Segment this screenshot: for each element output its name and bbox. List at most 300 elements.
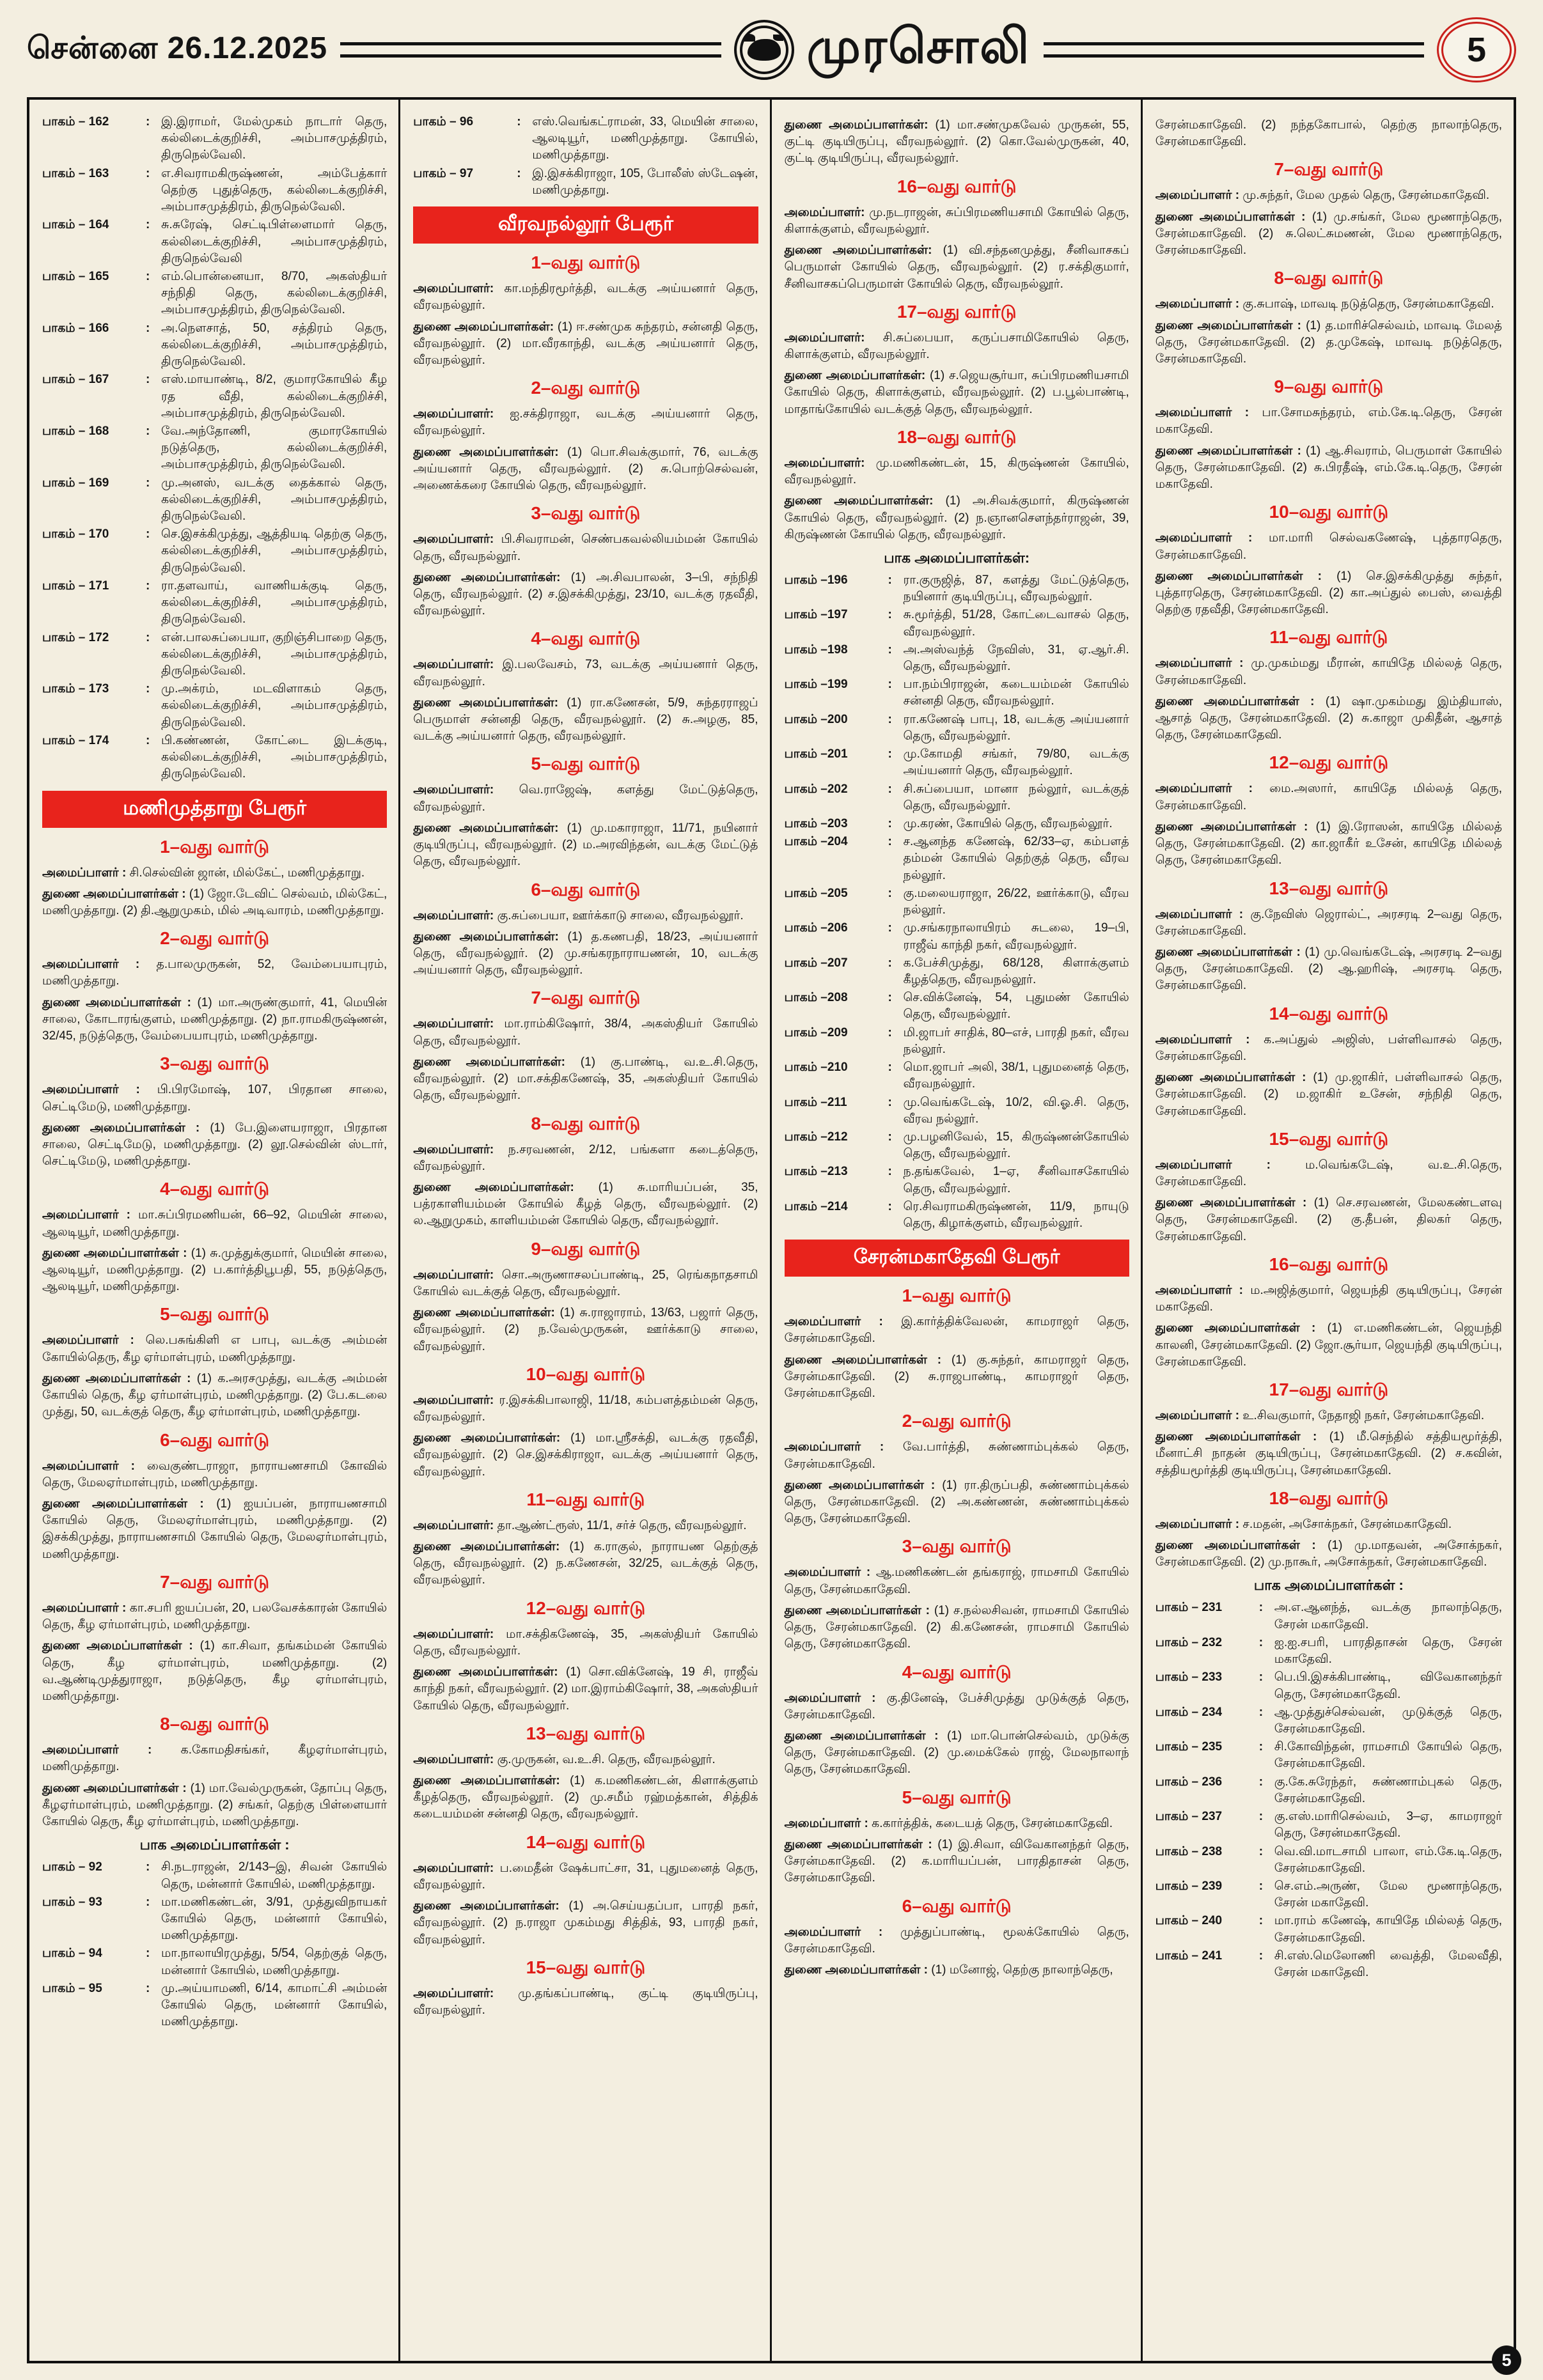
sub-organizers-label: துணை அமைப்பாளர்கள் : <box>42 1371 191 1385</box>
part-colon: : <box>146 527 150 541</box>
organizer-line <box>413 1860 758 1894</box>
part-address: அ.அஸ்வந்த் நேவிஸ், 31, ஏ.ஆர்.சி. தெரு, வீரவநல்லூர். <box>903 642 1129 674</box>
sub-organizers-label: துணை அமைப்பாளர்கள் : <box>784 1729 939 1743</box>
organizer-text: வைகுண்டராஜா, நாராயணசாமி கோவில் தெரு, மேலஏர்மாள்புரம், மணிமுத்தாறு. <box>42 1459 388 1489</box>
part-number-label: பாகம் – 93 <box>42 1895 102 1909</box>
organizer-label: அமைப்பாளர்: <box>413 1142 494 1156</box>
organizer-text: இ.கார்த்திக்வேலன், காமராஜர் தெரு, சேரன்மகாதேவி. <box>784 1315 1129 1346</box>
part-address: மா.நாலாயிரமுத்து, 5/54, தெற்குத் தெரு, மன்னார் கோயில், மணிமுத்தாறு. <box>161 1947 388 1977</box>
sub-organizers-line <box>785 1837 1129 1887</box>
part-number-label: பாகம் – 97 <box>413 166 474 180</box>
place-date: சென்னை 26.12.2025 <box>27 31 328 65</box>
organizer-label: அமைப்பாளர் : <box>42 958 140 972</box>
sub-organizers-line <box>42 1638 387 1705</box>
part-number-label: பாகம் – 92 <box>42 1860 102 1874</box>
part-row <box>1155 1808 1502 1842</box>
organizer-label: அமைப்பாளர் : <box>784 1566 871 1580</box>
part-number-label: பாகம் – 169 <box>42 476 109 490</box>
organizer-label: அமைப்பாளர் : <box>1155 1283 1243 1297</box>
part-address: பா.நம்பிராஜன், கடையம்மன் கோயில் சன்னதி தெரு, வீரவநல்லூர். <box>903 678 1129 708</box>
sub-organizers-label: துணை அமைப்பாளர்கள்: <box>784 118 928 132</box>
organizer-text: ர.இசக்கிபாலாஜி, 11/18, கம்பளத்தம்மன் தெரு, வீரவநல்லூர். <box>413 1393 758 1424</box>
organizer-text: சி.செல்வின் ஜான், மில்கேட், மணிமுத்தாறு. <box>129 866 365 880</box>
part-row <box>785 1025 1129 1058</box>
organizer-text: பி.பிரமோஷ், 107, பிரதான சாலை, செட்டிமேடு, மணிமுத்தாறு. <box>42 1083 388 1114</box>
part-colon: : <box>1258 1844 1264 1858</box>
part-colon: : <box>146 218 150 232</box>
ward-heading: 12–வது வார்டு <box>1269 752 1389 773</box>
organizer-label: அமைப்பாளர் : <box>1155 1408 1240 1422</box>
part-colon: : <box>1258 1775 1264 1789</box>
organizer-line <box>42 956 387 990</box>
sub-organizers-line <box>413 1773 758 1823</box>
part-number-label: பாகம் –197 <box>784 608 848 622</box>
organizer-line <box>413 1986 758 2019</box>
organizer-label: அமைப்பாளர்: <box>413 658 494 672</box>
part-number-label: பாகம் – 95 <box>42 1981 102 1995</box>
organizer-line <box>785 205 1129 238</box>
organizer-label: அமைப்பாளர் : <box>1155 189 1240 203</box>
organizer-label: அமைப்பாளர் : <box>784 1440 884 1454</box>
ward-heading: 18–வது வார்டு <box>897 426 1017 447</box>
part-number-label: பாகம் –198 <box>784 642 848 657</box>
part-colon: : <box>888 1199 892 1213</box>
organizer-text: மா.ராம்கிஷோர், 38/4, அகஸ்தியர் கோயில் தெரு, வீரவநல்லூர். <box>413 1017 758 1048</box>
organizer-text: க.அப்துல் அஜிஸ், பள்ளிவாசல் தெரு, சேரன்மகாதேவி. <box>1155 1032 1503 1063</box>
part-colon: : <box>146 115 150 128</box>
organizer-line <box>1155 1157 1502 1190</box>
ward-heading: 16–வது வார்டு <box>897 176 1017 196</box>
sub-organizers-label: துணை அமைப்பாளர்கள் : <box>42 1246 187 1260</box>
part-address: மு.கோமதி சங்கர், 79/80, வடக்கு அய்யனார் தெரு, வீரவநல்லூர். <box>903 747 1129 778</box>
part-row <box>42 423 387 474</box>
part-number-label: பாகம் – 240 <box>1155 1914 1223 1928</box>
part-row <box>42 1945 387 1979</box>
part-address: வே.அந்தோணி, குமாரகோயில் நடுத்தெரு, கல்லிடைக்குறிச்சி, அம்பாசமுத்திரம், திருநெல்வேலி. <box>161 424 388 472</box>
sub-organizers-text: (1) ஈ.சண்முக சுந்தரம், சன்னதி தெரு, வீரவநல்லூர். (2) மா.வீரகாந்தி, வடக்கு அய்யனார் தெரு, வீரவநல்லூர். <box>413 320 758 367</box>
organizer-label: அமைப்பாளர் : <box>1155 907 1244 921</box>
part-row <box>1155 1704 1502 1738</box>
sub-organizers-label: துணை அமைப்பாளர்கள் : <box>42 1121 200 1135</box>
ward-heading: 1–வது வார்டு <box>902 1286 1012 1306</box>
ward-heading: 1–வது வார்டு <box>160 836 270 857</box>
sub-organizers-label: துணை அமைப்பாளர்கள்: <box>784 369 926 383</box>
part-number-label: பாகம் –209 <box>784 1025 848 1039</box>
sub-organizers-line <box>42 1245 387 1296</box>
sub-organizers-text: (1) அ.சிவபாலன், 3–பி, சந்நிதி தெரு, வீரவநல்லூர். (2) ச.இசக்கிமுத்து, 23/10, வடக்கு ரதவீதி, வீரவநல்லூர். <box>413 570 758 618</box>
organizer-line <box>42 1332 387 1365</box>
organizer-line <box>413 531 758 564</box>
sub-organizers-label: துணை அமைப்பாளர்கள்: <box>413 1306 555 1320</box>
part-colon: : <box>888 817 892 830</box>
part-number-label: பாகம் – 164 <box>42 218 109 232</box>
part-colon: : <box>888 956 892 970</box>
sub-organizers-line <box>785 242 1129 293</box>
organizer-text: சி.சுப்பையா, கருப்பசாமிகோயில் தெரு, கிளாக்குளம், வீரவநல்லூர். <box>784 331 1129 361</box>
page-number: 5 <box>1466 31 1487 69</box>
ward-heading: 7–வது வார்டு <box>160 1571 270 1592</box>
part-row <box>785 955 1129 988</box>
part-number-label: பாகம் – 167 <box>42 373 109 387</box>
part-row <box>42 733 387 783</box>
continuation-line <box>1155 117 1502 150</box>
part-number-label: பாகம் – 233 <box>1155 1670 1223 1684</box>
column-1 <box>29 100 400 2361</box>
sub-organizers-label: துணை அமைப்பாளர்கள் : <box>1155 569 1322 583</box>
organizer-text: கா.மந்திரமூர்த்தி, வடக்கு அய்யனார் தெரு, வீரவநல்லூர். <box>413 282 758 313</box>
sub-organizers-label: துணை அமைப்பாளர்கள் : <box>1155 1430 1317 1444</box>
organizer-line <box>413 281 758 314</box>
organizer-line <box>785 1816 1129 1832</box>
organizer-text: த.பாலமுருகன், 52, வேம்பையாபுரம், மணிமுத்தாறு. <box>42 958 388 988</box>
sub-organizers-text: (1) மா.ஸ்ரீசக்தி, வடக்கு ரதவீதி, வீரவநல்லூர். (2) செ.இசக்கிராஜா, வடக்கு அய்யனார் தெரு, வீரவநல்லூர். <box>413 1431 758 1479</box>
sub-organizers-text: (1) கு.பாண்டி, வ.உ.சி.தெரு, வீரவநல்லூர். (2) மா.சக்திகணேஷ், 35, அகஸ்தியர் கோயில் தெரு, வீரவநல்லூர். <box>413 1055 758 1103</box>
organizer-line <box>413 406 758 439</box>
ward-heading: 15–வது வார்டு <box>526 1957 646 1977</box>
organizer-label: அமைப்பாளர் : <box>1155 1032 1250 1046</box>
sub-organizers-text: (1) செ.சரவணன், மேலகண்டளவு தெரு, சேரன்மகாதேவி. (2) கு.தீபன், திலகர் தெரு, சேரன்மகாதேவி. <box>1155 1196 1502 1243</box>
sub-organizers-label: துணை அமைப்பாளர்கள் : <box>784 1353 942 1367</box>
sub-organizers-text: (1) பே.இளையராஜா, பிரதான சாலை, செட்டிமேடு, மணிமுத்தாறு. (2) லூ.செல்வின் ஸ்டார், செட்டிமேடு, மணிமுத்தாறு. <box>42 1121 388 1169</box>
part-address: கு.எஸ்.மாரிசெல்வம், 3–ஏ, காமராஜர் தெரு, சேரன்மகாதேவி. <box>1274 1810 1502 1840</box>
ward-heading: 2–வது வார்டு <box>160 928 270 949</box>
ward-heading: 15–வது வார்டு <box>1269 1128 1389 1149</box>
part-address: அ.நௌசாத், 50, சத்திரம் தெரு, கல்லிடைக்குறிச்சி, அம்பாசமுத்திரம், திருநெல்வேலி. <box>161 321 388 369</box>
part-number-label: பாகம் –211 <box>784 1095 847 1109</box>
ward-heading: 9–வது வார்டு <box>531 1238 641 1259</box>
part-number-label: பாகம் –202 <box>784 782 848 796</box>
part-address: இ.இசக்கிராஜா, 105, போலீஸ் ஸ்டேஷன், மணிமுத்தாறு. <box>532 166 758 197</box>
organizer-label: அமைப்பாளர் : <box>1155 406 1249 420</box>
sub-organizers-line <box>785 1603 1129 1653</box>
organizer-text: கு.தினேஷ், பேச்சிமுத்து முடுக்குத் தெரு, சேரன்மகாதேவி. <box>784 1691 1129 1722</box>
header-rule-right <box>1044 42 1424 58</box>
part-number-label: பாகம் –210 <box>784 1061 848 1075</box>
sub-organizers-text: (1) மு.வெங்கடேஷ், அரசரடி 2–வது தெரு, சேரன்மகாதேவி. (2) ஆ.ஹரிஷ், அரசரடி தெரு, சேரன்மகாதேவி. <box>1155 945 1502 993</box>
organizer-text: மு.முகம்மது மீரான், காயிதே மில்லத் தெரு, சேரன்மகாதேவி. <box>1155 657 1502 687</box>
part-number-label: பாகம் – 241 <box>1155 1948 1223 1963</box>
ward-heading: 9–வது வார்டு <box>1274 377 1384 397</box>
organizer-line <box>1155 1032 1502 1065</box>
part-row <box>785 746 1129 779</box>
ward-heading: 11–வது வார்டு <box>526 1489 645 1509</box>
sub-organizers-label: துணை அமைப்பாளர்கள் : <box>42 887 186 901</box>
organizer-line <box>42 865 387 882</box>
sub-organizers-text: (1) மு.மாதவன், அசோக்நகர், சேரன்மகாதேவி. (2) மு.நாகூர், அசோக்நகர், சேரன்மகாதேவி. <box>1155 1539 1502 1569</box>
organizer-line <box>1155 530 1502 563</box>
sub-organizers-text: (1) பொ.சிவக்குமார், 76, வடக்கு அய்யனார் தெரு, வீரவநல்லூர். (2) சு.பொற்செல்வன், அணைக்கரை கோயில் தெரு, வீரவநல்லூர். <box>413 445 758 493</box>
sub-organizers-label: துணை அமைப்பாளர்கள் : <box>1155 444 1301 458</box>
part-address: எஸ்.மாயாண்டி, 8/2, குமாரகோயில் கீழ ரத வீதி, கல்லிடைக்குறிச்சி, அம்பாசமுத்திரம், திருநெல்வேலி. <box>161 373 388 420</box>
organizer-label: அமைப்பாளர்: <box>784 205 865 219</box>
part-colon: : <box>146 1947 150 1961</box>
part-number-label: பாகம் –206 <box>784 921 848 935</box>
part-row <box>42 1894 387 1945</box>
part-address: மு.அக்ரம், மடவிளாகம் தெரு, கல்லிடைக்குறிச்சி, அம்பாசமுத்திரம், திருநெல்வேலி. <box>161 682 388 729</box>
part-colon: : <box>888 1025 892 1039</box>
part-row <box>42 630 387 680</box>
ward-heading: 5–வது வார்டு <box>531 754 641 774</box>
part-address: செ.விக்னேஷ், 54, புதுமண் கோயில் தெரு, வீரவநல்லூர். <box>903 991 1129 1022</box>
organizer-text: கு.நேவிஸ் ஜெரால்ட், அரசரடி 2–வது தெரு, சேரன்மகாதேவி. <box>1155 907 1503 938</box>
sub-organizers-text: (1) இ.சிவா, விவேகானந்தர் தெரு, சேரன்மகாதேவி. (2) க.மாரியப்பன், பாரதிதாசன் தெரு, சேரன்மகாதேவி. <box>784 1837 1129 1885</box>
part-address: சு.மூர்த்தி, 51/28, கோட்டைவாசல் தெரு, வீரவநல்லூர். <box>903 608 1129 639</box>
sub-organizers-label: துணை அமைப்பாளர்கள்: <box>413 570 561 584</box>
column-2 <box>400 100 771 2361</box>
organizer-label: அமைப்பாளர் : <box>784 1816 868 1830</box>
part-row <box>42 217 387 267</box>
part-row <box>42 1980 387 2031</box>
sub-organizers-label: துணை அமைப்பாளர்கள் : <box>1155 210 1306 224</box>
organizer-text: லெ.பசுங்கிளி எ பாபு, வடக்கு அம்மன் கோயில்தெரு, கீழ ஏர்மாள்புரம், மணிமுத்தாறு. <box>42 1334 388 1364</box>
sub-organizers-text: (1) அ.செய்யதப்பா, பாரதி நகர், வீரவநல்லூர். (2) ந.ராஜா முகம்மது சித்திக், 93, பாரதி நகர், வீரவநல்லூர். <box>413 1899 758 1947</box>
sub-organizers-line <box>785 493 1129 543</box>
sub-organizers-line <box>1155 568 1502 619</box>
part-number-label: பாகம் – 234 <box>1155 1705 1223 1719</box>
organizer-line <box>413 908 758 924</box>
part-colon: : <box>888 678 892 692</box>
sub-organizers-line <box>413 1898 758 1948</box>
part-colon: : <box>517 115 521 128</box>
part-number-label: பாகம் –204 <box>784 835 848 849</box>
section-banner: வீரவநல்லூர் பேரூர் <box>413 206 758 244</box>
organizer-line <box>1155 1282 1502 1316</box>
part-colon: : <box>888 642 892 657</box>
ward-heading: 7–வது வார்டு <box>1274 159 1384 180</box>
sub-organizers-label: துணை அமைப்பாளர்கள் : <box>42 1497 204 1511</box>
sub-organizers-line <box>413 1054 758 1105</box>
organizer-text: வே.பார்த்தி, சுண்ணாம்புக்கல் தெரு, சேரன்மகாதேவி. <box>784 1440 1129 1471</box>
sub-organizers-line <box>413 319 758 369</box>
part-colon: : <box>146 166 150 180</box>
part-row <box>785 676 1129 710</box>
part-address: சி.சுப்பையா, மானா நல்லூர், வடக்குத் தெரு, வீரவநல்லூர். <box>903 782 1129 813</box>
organizer-text: மு.நடராஜன், சுப்பிரமணியசாமி கோயில் தெரு, கிளாக்குளம், வீரவநல்லூர். <box>784 205 1129 236</box>
sub-organizers-text: (1) மனோஜ், தெற்கு நாலாந்தெரு, <box>931 1963 1113 1977</box>
organizer-line <box>785 1439 1129 1472</box>
part-colon: : <box>1258 1914 1264 1928</box>
sub-organizers-line <box>1155 209 1502 260</box>
organizer-line <box>785 1314 1129 1347</box>
part-number-label: பாகம் –212 <box>784 1130 848 1144</box>
sub-organizers-text: (1) க.மணிகண்டன், கிளாக்குளம் கீழத்தெரு, வீரவநல்லூர். (2) மு.சமீம் ரஹ்மத்கான், சித்திக் கடையம்மன் சன்னதி தெரு, வீரவநல்லூர். <box>413 1774 758 1821</box>
part-number-label: பாகம் –196 <box>784 573 848 587</box>
part-address: என்.பாலசுப்பையா, குறிஞ்சிபாறை தெரு, கல்லிடைக்குறிச்சி, அம்பாசமுத்திரம், திருநெல்வேலி. <box>161 630 388 678</box>
part-row <box>413 114 758 164</box>
part-colon: : <box>146 630 150 644</box>
organizer-line <box>42 1600 387 1633</box>
organizer-label: அமைப்பாளர் : <box>784 1315 883 1329</box>
organizer-line <box>413 1267 758 1300</box>
part-number-label: பாகம் –203 <box>784 817 848 830</box>
part-address: கு.கே.சுரேந்தர், சுண்ணாம்புகல் தெரு, சேரன்மகாதேவி. <box>1274 1775 1502 1805</box>
part-colon: : <box>146 476 150 490</box>
organizer-label: அமைப்பாளர் : <box>1155 1517 1240 1531</box>
organizer-line <box>42 1207 387 1240</box>
organizer-line <box>413 1142 758 1175</box>
sub-organizers-text: (1) அ.சிவக்குமார், கிருஷ்ணன் கோயில் தெரு, வீரவநல்லூர். (2) ந.ஞானசௌந்தர்ராஜன், 39, கிருஷ்ணன் கோயில் தெரு, வீரவநல்லூர். <box>784 494 1129 541</box>
organizer-label: அமைப்பாளர்: <box>413 1268 494 1282</box>
part-number-label: பாகம் – 235 <box>1155 1740 1223 1754</box>
organizer-text: முத்துப்பாண்டி, மூலக்கோயில் தெரு, சேரன்மகாதேவி. <box>784 1925 1129 1956</box>
part-colon: : <box>1258 1601 1264 1615</box>
part-row <box>785 1094 1129 1128</box>
part-number-label: பாகம் –205 <box>784 886 848 900</box>
part-colon: : <box>888 1095 892 1109</box>
part-number-label: பாகம் – 232 <box>1155 1635 1223 1649</box>
sub-organizers-text: (1) மு.மகாராஜா, 11/71, நயினார் குடியிருப்பு, வீரவநல்லூர். (2) ம.அரவிந்தன், வடக்கு மேட்டுத் தெரு, வீரவநல்லூர். <box>413 821 758 869</box>
part-row <box>785 1163 1129 1197</box>
organizer-text: மா.சக்திகணேஷ், 35, அகஸ்தியர் கோயில் தெரு, வீரவநல்லூர். <box>413 1627 758 1658</box>
sub-organizers-line <box>413 444 758 495</box>
sub-organizers-label: துணை அமைப்பாளர்கள் : <box>1155 945 1301 959</box>
organizer-text: உ.சிவகுமார், நேதாஜி நகர், சேரன்மகாதேவி. <box>1242 1408 1485 1422</box>
organizer-line <box>42 1458 387 1491</box>
organizer-line <box>413 782 758 815</box>
sub-organizers-label: துணை அமைப்பாளர்கள் : <box>42 1639 193 1653</box>
organizer-text: ந.சரவணன், 2/12, பங்களா கடைத்தெரு, வீரவநல்லூர். <box>413 1142 758 1173</box>
organizer-text: ம.வெங்கடேஷ், வ.உ.சி.தெரு, சேரன்மகாதேவி. <box>1155 1158 1503 1188</box>
part-number-label: பாகம் – 172 <box>42 630 109 644</box>
part-address: அ.எ.ஆனந்த், வடக்கு நாலாந்தெரு, சேரன் மகாதேவி. <box>1274 1601 1502 1631</box>
ward-heading: 7–வது வார்டு <box>531 988 641 1008</box>
sub-organizers-line <box>413 1430 758 1481</box>
part-row <box>42 114 387 164</box>
part-address: ரா.குருஜித், 87, களத்து மேட்டுத்தெரு, நயினார் குடியிருப்பு, வீரவநல்லூர். <box>903 573 1129 604</box>
sub-organizers-text: (1) சொ.விக்னேஷ், 19 சி, ராஜீவ் காந்தி நகர், வீரவநல்லூர். (2) மா.இராம்கிஷோர், 38, அகஸ்தியர் கோயில் தெரு, வீரவநல்லூர். <box>413 1665 758 1713</box>
part-colon: : <box>1258 1635 1264 1649</box>
sub-organizers-text: (1) மா.சண்முகவேல் முருகன், 55, குட்டி குடியிருப்பு, வீரவநல்லூர். (2) கொ.வேல்முருகன், 40, குட்டி குடியிருப்பு, வீரவநல்லூர். <box>784 118 1129 166</box>
part-number-label: பாகம் –208 <box>784 991 848 1005</box>
part-number-label: பாகம் – 231 <box>1155 1601 1223 1615</box>
sub-organizers-text: (1) சு.ராஜாராம், 13/63, பஜார் தெரு, வீரவநல்லூர். (2) ந.வேல்முருகன், ஊர்க்காடு சாலை, வீரவநல்லூர். <box>413 1306 758 1353</box>
corner-page-number: 5 <box>1501 2350 1512 2370</box>
sub-organizers-label: துணை அமைப்பாளர்கள்: <box>413 821 559 835</box>
ward-heading: 3–வது வார்டு <box>531 503 641 524</box>
organizer-text: கா.சபரி ஐயப்பன், 20, பலவேசக்காரன் கோயில் தெரு, கீழ ஏர்மாள்புரம், மணிமுத்தாறு. <box>42 1601 388 1632</box>
sub-organizers-label: துணை அமைப்பாளர்கள் : <box>1155 694 1315 708</box>
column-3 <box>772 100 1143 2361</box>
sub-organizers-label: துணை அமைப்பாளர்கள்: <box>413 1431 561 1445</box>
sub-organizers-line <box>413 1539 758 1589</box>
organizer-label: அமைப்பாளர்: <box>413 783 494 797</box>
organizer-text: மா.சுப்பிரமணியன், 66–92, மெயின் சாலை, ஆலடியூர், மணிமுத்தாறு. <box>42 1208 388 1239</box>
part-colon: : <box>146 424 150 438</box>
sub-organizers-label: துணை அமைப்பாளர்கள்: <box>413 1540 560 1554</box>
part-address: ரா.தளவாய், வாணியக்குடி தெரு, கல்லிடைக்குறிச்சி, அம்பாசமுத்திரம், திருநெல்வேலி. <box>161 579 388 626</box>
organizer-text: ப.மைதீன் ஷேக்பாட்சா, 31, புதுமனைத் தெரு, வீரவநல்லூர். <box>413 1861 758 1892</box>
sub-organizers-line <box>42 1120 387 1171</box>
organizer-label: அமைப்பாளர்: <box>413 908 494 922</box>
organizer-text: கு.சுப்பையா, ஊர்க்காடு சாலை, வீரவநல்லூர். <box>497 908 744 922</box>
organizer-label: அமைப்பாளர் : <box>42 866 127 880</box>
sub-organizers-text: (1) கு.சுந்தர், காமராஜர் தெரு, சேரன்மகாதேவி. (2) சு.ராஜபாண்டி, காமராஜர் தெரு, சேரன்மகாதேவி. <box>784 1353 1129 1401</box>
organizer-line <box>785 1564 1129 1598</box>
sub-organizers-line <box>413 1179 758 1230</box>
sub-organizers-line <box>785 1728 1129 1778</box>
organizer-text: இ.பலவேசம், 73, வடக்கு அய்யனார் தெரு, வீரவநல்லூர். <box>413 658 758 688</box>
page-header <box>27 17 1516 83</box>
part-address: சு.சுரேஷ், செட்டிபிள்ளைமார் தெரு, கல்லிடைக்குறிச்சி, அம்பாசமுத்திரம், திருநெல்வேலி <box>161 218 388 265</box>
sub-organizers-line <box>42 1371 387 1421</box>
part-address: ரெ.சிவராமகிருஷ்ணன், 11/9, நாயுடு தெரு, கிழாக்குளம், வீரவநல்லூர். <box>903 1199 1129 1231</box>
part-number-label: பாகம் – 170 <box>42 527 109 541</box>
header-rule-left <box>340 42 721 58</box>
organizer-label: அமைப்பாளர் : <box>42 1601 127 1615</box>
part-address: சி.கோவிந்தன், ராமசாமி கோயில் தெரு, சேரன்மகாதேவி. <box>1274 1740 1502 1771</box>
organizer-label: அமைப்பாளர் : <box>1155 297 1240 311</box>
organizer-text: மு.தங்கப்பாண்டி, குட்டி குடியிருப்பு, வீரவநல்லூர். <box>413 1986 758 2017</box>
sub-organizers-line <box>42 886 387 919</box>
part-row <box>785 990 1129 1023</box>
sub-organizers-line <box>785 117 1129 167</box>
sub-organizers-text: (1) இ.ரோஸன், காயிதே மில்லத் தெரு, சேரன்மகாதேவி. (2) கா.ஜாகீர் உசேன், காயிதே மில்லத் தெரு, சேரன்மகாதேவி. <box>1155 820 1502 867</box>
sub-organizers-line <box>42 1496 387 1563</box>
part-address: கு.மலையராஜா, 26/22, ஊர்க்காடு, வீரவ நல்லூர். <box>903 886 1129 917</box>
bull-logo-icon <box>734 20 794 80</box>
organizer-label: அமைப்பாளர்: <box>784 456 865 470</box>
ward-heading: 11–வது வார்டு <box>1269 627 1388 648</box>
sub-organizers-line <box>1155 944 1502 995</box>
part-address: மு.அனஸ், வடக்கு தைக்கால் தெரு, கல்லிடைக்குறிச்சி, அம்பாசமுத்திரம், திருநெல்வேலி. <box>161 476 388 524</box>
organizer-line <box>785 1690 1129 1723</box>
part-colon: : <box>888 886 892 900</box>
organizer-text: சொ.அருணாசலப்பாண்டி, 25, ரெங்கநாதசாமி கோயில் வடக்குத் தெரு, வீரவநல்லூர். <box>413 1268 758 1298</box>
part-row <box>1155 1774 1502 1807</box>
sub-organizers-label: துணை அமைப்பாளர்கள் : <box>42 1781 187 1795</box>
ward-heading: 10–வது வார்டு <box>1269 502 1389 522</box>
part-colon: : <box>888 921 892 935</box>
sub-organizers-text: (1) ஜோ.டேவிட் செல்வம், மில்கேட், மணிமுத்தாறு. (2) தி.ஆறுமுகம், மில் அடிவாரம், மணிமுத்தாறு. <box>42 887 388 917</box>
part-colon: : <box>146 269 150 283</box>
sub-organizers-text: (1) மா.பொன்செல்வம், முடுக்கு தெரு, சேரன்மகாதேவி. (2) மு.மைக்கேல் ராஜ், மேலநாலாந் தெரு, சேரன்மகாதேவி. <box>784 1729 1129 1777</box>
organizer-label: அமைப்பாளர் : <box>784 1925 883 1939</box>
ward-heading: 4–வது வார்டு <box>531 628 641 649</box>
part-colon: : <box>146 321 150 335</box>
ward-heading: 3–வது வார்டு <box>902 1536 1012 1557</box>
part-number-label: பாகம் – 163 <box>42 166 109 180</box>
organizer-label: அமைப்பாளர்: <box>413 1518 494 1532</box>
sub-organizers-text: (1) ஆ.சிவராம், பெருமாள் கோயில் தெரு, சேரன்மகாதேவி. (2) சு.பிரதீஷ், எம்.கே.டி.தெரு, சேரன் மகாதேவி. <box>1155 444 1503 492</box>
organizer-text: ம.அஜித்குமார், ஜெயந்தி குடியிருப்பு, சேரன் மகாதேவி. <box>1155 1283 1503 1314</box>
sub-organizers-line <box>1155 1320 1502 1371</box>
sub-organizers-line <box>785 1477 1129 1528</box>
sub-organizers-line <box>413 570 758 620</box>
masthead-title: முரசொலி <box>806 19 1031 74</box>
part-colon: : <box>1258 1948 1264 1963</box>
part-row <box>1155 1878 1502 1911</box>
sub-organizers-text: (1) சு.முத்துக்குமார், மெயின் சாலை, ஆலடியூர், மணிமுத்தாறு. (2) ப.கார்த்திபூபதி, 55, நடுத்தெரு, ஆலடியூர், மணிமுத்தாறு. <box>42 1246 388 1294</box>
part-colon: : <box>146 1860 150 1874</box>
part-colon: : <box>888 835 892 849</box>
ward-heading: 6–வது வார்டு <box>531 879 641 899</box>
part-colon: : <box>1258 1810 1264 1824</box>
part-number-label: பாகம் – 162 <box>42 115 109 128</box>
part-number-label: பாகம் – 239 <box>1155 1879 1223 1893</box>
ward-heading: 17–வது வார்டு <box>1269 1379 1389 1399</box>
part-row <box>42 526 387 577</box>
organizer-text: மு.சுந்தர், மேல முதல் தெரு, சேரன்மகாதேவி. <box>1242 189 1490 203</box>
part-colon: : <box>146 373 150 387</box>
part-colon: : <box>146 1895 150 1909</box>
sub-organizers-label: துணை அமைப்பாளர்கள் : <box>1155 318 1301 332</box>
ward-heading: 3–வது வார்டு <box>160 1054 270 1074</box>
part-row <box>42 166 387 216</box>
sub-organizers-text: (1) மு.ஜாகிர், பள்ளிவாசல் தெரு, சேரன்மகாதேவி. (2) ம.ஜாகிர் உசேன், சந்நிதி தெரு, சேரன்மகாதேவி. <box>1155 1071 1502 1118</box>
organizer-text: பி.சிவராமன், செண்பகவல்லியம்மன் கோயில் தெரு, வீரவநல்லூர். <box>413 533 758 563</box>
part-address: ஐ.ஐ.சபரி, பாரதிதாசன் தெரு, சேரன் மகாதேவி. <box>1274 1635 1502 1667</box>
sub-organizers-text: (1) ரா.திருப்பதி, சுண்ணாம்புக்கல் தெரு, சேரன்மகாதேவி. (2) அ.கண்ணன், சுண்ணாம்புக்கல் தெரு, சேரன்மகாதேவி. <box>784 1478 1129 1526</box>
